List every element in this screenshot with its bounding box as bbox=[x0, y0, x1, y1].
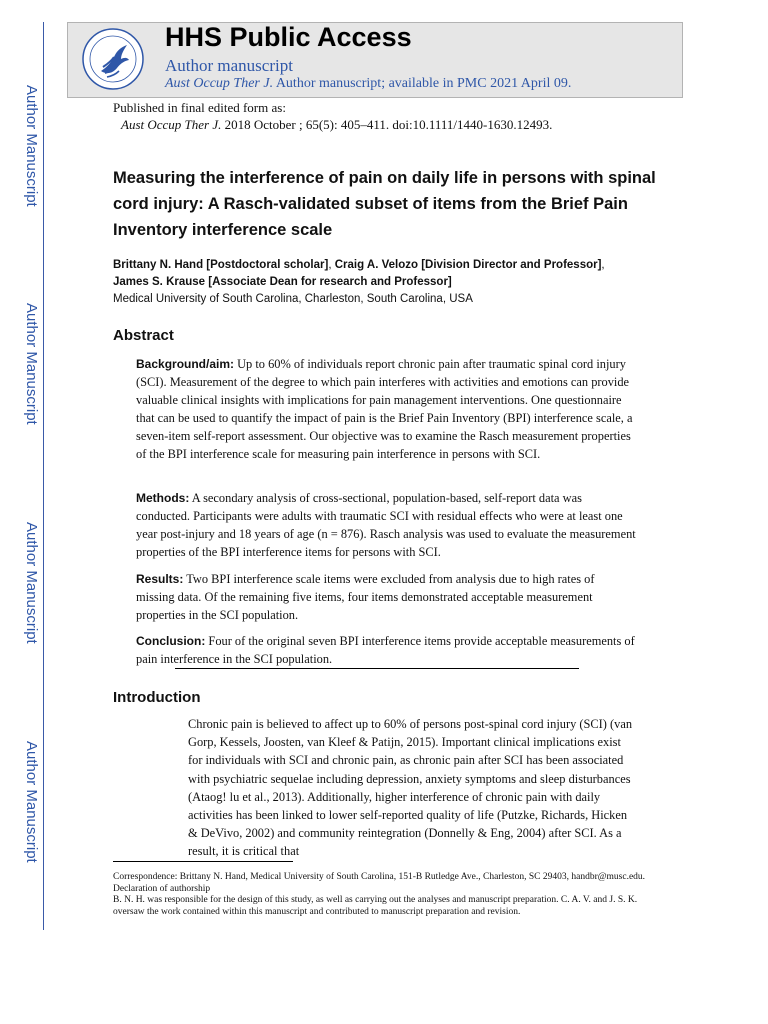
banner-title: HHS Public Access bbox=[165, 22, 412, 52]
introduction-heading: Introduction bbox=[113, 689, 201, 706]
sidebar-rule bbox=[43, 22, 44, 930]
author-name: Craig A. Velozo [Division Director and Professor] bbox=[334, 259, 602, 271]
author-name: James S. Krause [Associate Dean for research and Professor] bbox=[113, 276, 452, 288]
article-title: Measuring the interference of pain on daily life in persons with spinal cord injury: A Rasch-validated subset of items from the Brief Pain Inventory interference scale bbox=[113, 169, 656, 239]
citation: Aust Occup Ther J. 2018 October ; 65(5): 405–411. doi:10.1111/1440-1630.12493. bbox=[121, 117, 553, 132]
author-list: Brittany N. Hand [Postdoctoral scholar], Craig A. Velozo [Division Director and Professor], James S. Krause [Associate Dean for research and Professor] bbox=[113, 259, 605, 288]
abstract-divider bbox=[175, 668, 579, 669]
banner-subtitle: Author manuscript bbox=[165, 56, 293, 75]
abstract-conclusion: Conclusion: Four of the original seven BPI interference items provide acceptable measurements of pain interference in the SCI population. bbox=[136, 634, 635, 666]
correspondence-note: Correspondence: Brittany N. Hand, Medical University of South Carolina, 151-B Rutledge Ave., Charleston, SC 29403, handbr@musc.edu. bbox=[113, 872, 646, 882]
abstract-methods: Methods: A secondary analysis of cross-sectional, population-based, self-report data was conducted. Participants were adults with traumatic SCI with residual effects who were at least one year post-injury and 18 years of age (n = 876). Rasch analysis was used to evaluate the measurement properties of the BPI interference items for persons with SCI. bbox=[136, 491, 636, 559]
footnote-divider bbox=[113, 861, 293, 862]
hhs-eagle-seal-icon bbox=[81, 27, 145, 91]
affiliation: Medical University of South Carolina, Charleston, South Carolina, USA bbox=[113, 293, 473, 305]
footnotes bbox=[113, 872, 653, 918]
declaration-heading: Declaration of authorship bbox=[113, 883, 211, 894]
introduction-paragraph: Chronic pain is believed to affect up to 60% of persons post-spinal cord injury (SCI) (van Gorp, Kessels, Joosten, van Kleef & Patijn, 2015). Important clinical implications exist for individuals with SCI and chronic pain, as chronic pain after SCI has been associated with psychiatric sequelae including depression, anxiety symptoms and sleep disturbances (Ataog! lu et al., 2013). Additionally, higher interference of chronic pain with daily activities has been linked to lower self-reported quality of life (Putzke, Richards, Hicken & DeVivo, 2002) and community reintegration (Donnelly & Eng, 2004) after SCI. As a result, it is critical that bbox=[188, 717, 633, 859]
declaration-note: B. N. H. was responsible for the design of this study, as well as carrying out the analyses and manuscript preparation. C. A. V. and J. S. K. oversaw the work contained within this manuscript and contributed to manuscript preparation and revision. bbox=[113, 895, 638, 917]
abstract-background: Background/aim: Up to 60% of individuals report chronic pain after traumatic spinal cord injury (SCI). Measurement of the degree to which pain interferes with activities and emotions can provide valuable clinical insights with implications for pain management interventions. One questionnaire that can be used to quantify the impact of pain is the Brief Pain Inventory (BPI) interference scale, a seven-item self-report assessment. Our objective was to examine the Rasch measurement properties of the BPI interference scale for measuring pain interference in persons with SCI. bbox=[136, 357, 633, 461]
published-label: Published in final edited form as: bbox=[113, 100, 286, 115]
abstract-heading: Abstract bbox=[113, 327, 174, 344]
author-name: Brittany N. Hand [Postdoctoral scholar] bbox=[113, 259, 329, 271]
availability-line: Aust Occup Ther J. Author manuscript; available in PMC 2021 April 09. bbox=[165, 76, 572, 91]
abstract-results: Results: Two BPI interference scale items were excluded from analysis due to high rates of missing data. Of the remaining five items, four items demonstrated acceptable measurement properties in the SCI population. bbox=[136, 572, 595, 622]
